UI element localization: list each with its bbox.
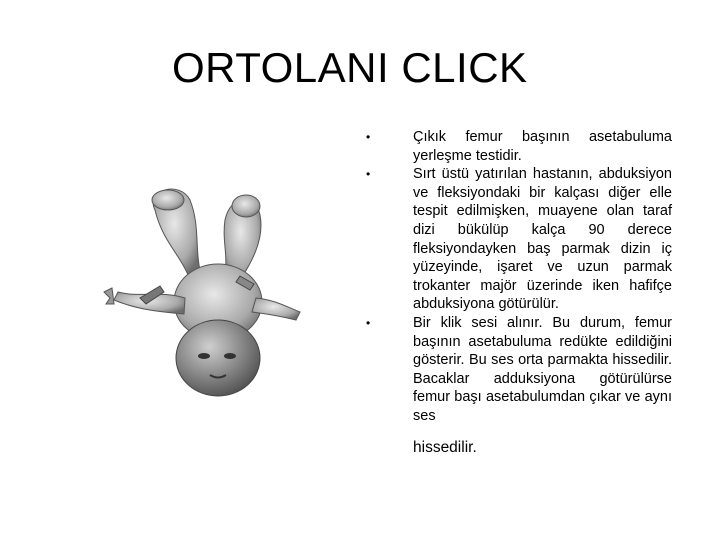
infant-hip-exam-illustration-icon — [100, 180, 400, 410]
bullet-list — [366, 128, 672, 457]
bullet-tail-text: hissedilir. — [413, 438, 477, 456]
bullet-dot: • — [366, 130, 371, 144]
bullet-dot: • — [366, 315, 371, 330]
bullet-text: Çıkık femur başının asetabuluma yerleşme testidir. — [413, 129, 672, 164]
bullet-item — [366, 128, 672, 165]
bullet-dot: • — [366, 167, 371, 182]
bullet-text: Bir klik sesi alınır. Bu durum, femur başının asetabuluma redükte edildiğini gösterir. Bu ses orta parmakta hissedilir. Bacaklar adduksiyona götürülürse femur başı asetabulumdan çıkar ve aynı ses — [413, 314, 672, 424]
bullet-item — [366, 165, 672, 314]
bullet-text: Sırt üstü yatırılan hastanın, abduksiyon ve fleksiyondaki bir kalçası diğer elle tespit edilmişken, muayene olan taraf dizi bükülüp kalça 90 derece fleksiyondayken baş parmak dizin iç yüzeyinde, işaret ve uzun parmak trokanter majör üzerinde iken hafifçe abduksiyona götürülür. — [413, 166, 672, 313]
infant-illustration-svg — [100, 180, 400, 410]
slide-title: ORTOLANI CLICK — [172, 44, 528, 91]
bullet-item — [366, 314, 672, 457]
